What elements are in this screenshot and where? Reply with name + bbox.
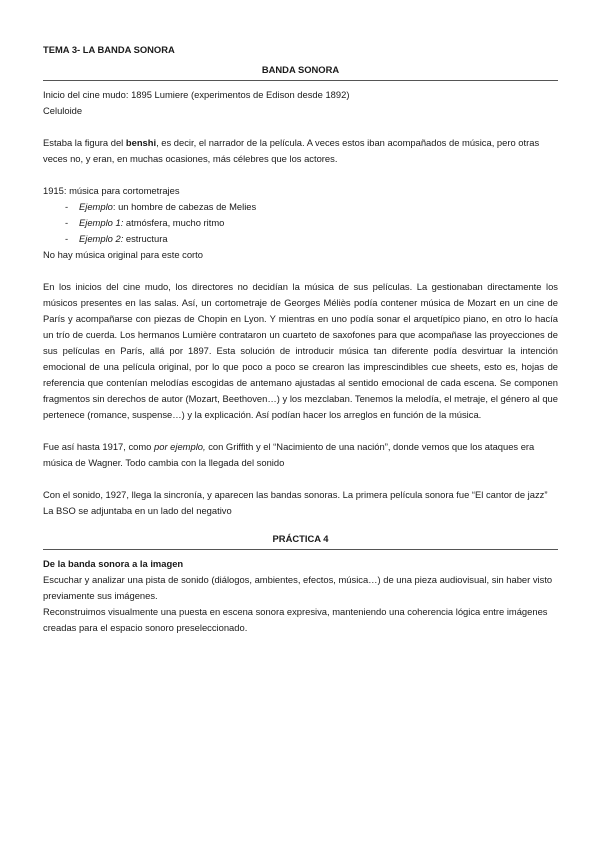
example-list bbox=[43, 199, 558, 247]
example-label: Ejemplo 2: bbox=[79, 233, 124, 244]
list-item bbox=[65, 199, 558, 215]
benshi-bold: benshi bbox=[125, 137, 157, 148]
practica-paragraph-2: Reconstruimos visualmente una puesta en escena sonora expresiva, manteniendo una coherencia lógica entre imágenes creadas para el espacio sonoro preseleccionado. bbox=[43, 606, 548, 633]
no-original-music-note: No hay música original para este corto bbox=[43, 249, 203, 260]
benshi-text-pre: Estaba la figura del bbox=[43, 137, 126, 148]
example-label: Ejemplo 1: bbox=[79, 217, 124, 228]
sonido-line-1: Con el sonido, 1927, llega la sincronía, y aparecen las bandas sonoras. La primera película sonora fue “El cantor de jazz” bbox=[43, 489, 548, 500]
example-label: Ejemplo bbox=[79, 201, 113, 212]
list-item bbox=[65, 231, 558, 247]
griffith-text-pre: Fue así hasta 1917, como bbox=[43, 441, 155, 452]
sonido-line-2: La BSO se adjuntaba en un lado del negativo bbox=[43, 505, 232, 516]
document-page bbox=[43, 42, 558, 636]
practica-title: PRÁCTICA 4 bbox=[43, 531, 558, 550]
practica-paragraph-1: Escuchar y analizar una pista de sonido (diálogos, ambientes, efectos, música…) de una pieza audiovisual, sin haber visto previamente sus imágenes. bbox=[43, 574, 553, 601]
inicios-paragraph: En los inicios del cine mudo, los directores no decidían la música de sus películas. La gestionaban directamente los músicos presentes en las salas. Así, un cortometraje de Georges Méliès podía contener música de Mozart en un cine de París y acompañarse con piezas de Chopin en Lyon. Y mientras en uno podía sonar el arquetípico piano, en otro lo hacía un trío de cuerda. Los hermanos Lumière contrataron un cuarteto de saxofones para que acompañase las proyecciones de sus películas en París, allá por 1897. Esta solución de introducir música tan diferente podía desvirtuar la intención emocional de una película original, por lo que poco a poco se crearon las imprescindibles cue sheets, esto es, hojas de referencia que contenían melodías escogidas de antemano ajustadas al sentido emocional de cada escena. Se componen fragmentos sin derechos de autor (Mozart, Beethoven…) y los mezclaban. Tenemos la melodía, el metraje, el género al que pertenece (romance, suspense…) y la explicación. Así podían hacer los arreglos en función de la música. bbox=[43, 281, 558, 420]
list-item bbox=[65, 215, 558, 231]
griffith-paragraph bbox=[43, 439, 558, 471]
example-text: estructura bbox=[125, 233, 168, 244]
example-text: atmósfera, mucho ritmo bbox=[125, 217, 225, 228]
benshi-paragraph bbox=[43, 135, 558, 167]
griffith-text-post: con Griffith y el “Nacimiento de una nación”, donde vemos que los ataques era música de Wagner. Todo cambia con la llegada del sonido bbox=[43, 441, 535, 468]
tema-heading: TEMA 3- LA BANDA SONORA bbox=[43, 44, 175, 55]
intro-line-2: Celuloide bbox=[43, 105, 83, 116]
practica-subtitle: De la banda sonora a la imagen bbox=[43, 558, 184, 569]
benshi-text-post: , es decir, el narrador de la película. A veces estos iban acompañados de música, pero otras veces no, y eran, en muchas ocasiones, más célebres que los actores. bbox=[43, 137, 540, 164]
document-title: BANDA SONORA bbox=[43, 62, 558, 81]
example-text: un hombre de cabezas de Melies bbox=[118, 201, 257, 212]
section-1915-title: 1915: música para cortometrajes bbox=[43, 185, 180, 196]
example-separator: : bbox=[112, 201, 119, 212]
griffith-italic: por ejemplo, bbox=[154, 441, 206, 452]
intro-line-1: Inicio del cine mudo: 1895 Lumiere (experimentos de Edison desde 1892) bbox=[43, 89, 350, 100]
